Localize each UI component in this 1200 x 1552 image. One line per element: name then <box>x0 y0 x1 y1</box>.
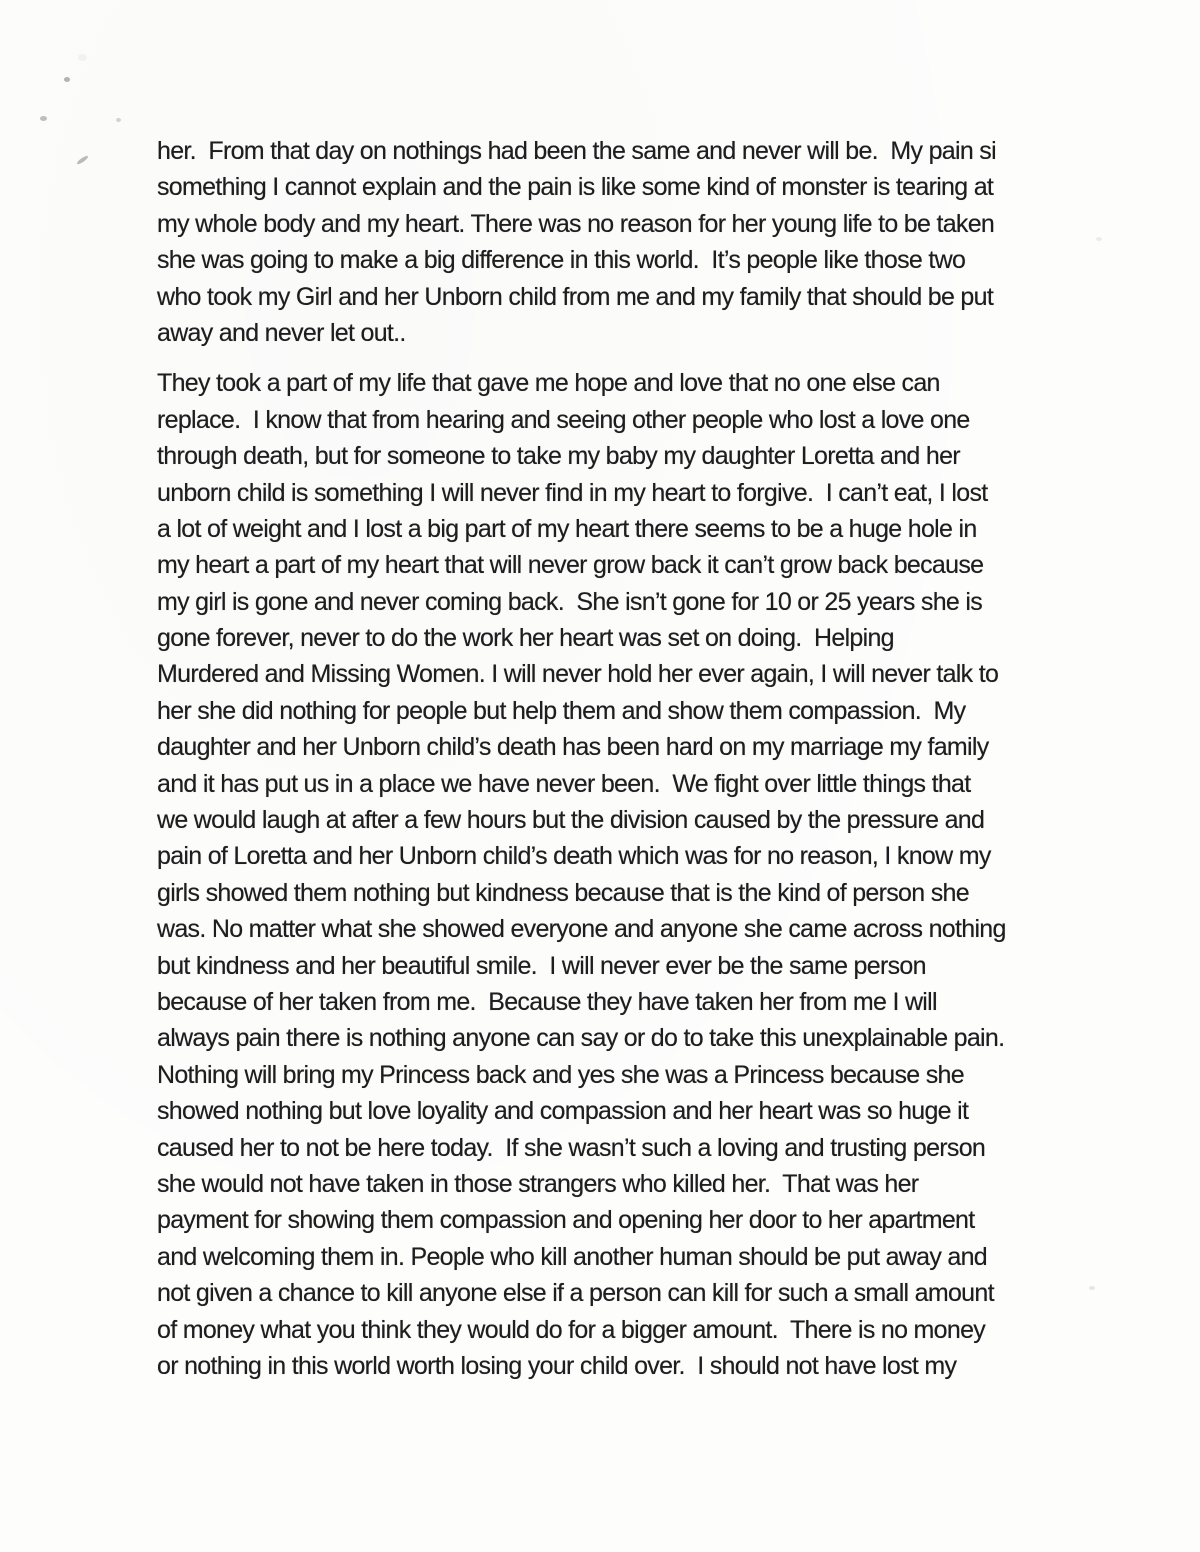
text-line: because of her taken from me. Because they have taken her from me I will <box>157 987 937 1016</box>
text-line: unborn child is something I will never find in my heart to forgive. I can’t eat, I lost <box>157 478 988 507</box>
scan-speck-artifact <box>1096 237 1102 241</box>
text-line: she was going to make a big difference in this world. It’s people like those two <box>157 246 966 275</box>
text-line: her she did nothing for people but help them and show them compassion. My <box>157 696 966 725</box>
text-line: payment for showing them compassion and opening her door to her apartment <box>157 1206 975 1235</box>
scan-speck-artifact <box>64 77 70 82</box>
text-line: or nothing in this world worth losing your child over. I should not have lost my <box>157 1351 957 1380</box>
text-line: always pain there is nothing anyone can say or do to take this unexplainable pain. <box>157 1024 1005 1053</box>
text-line: through death, but for someone to take my baby my daughter Loretta and her <box>157 442 960 471</box>
text-line: away and never let out.. <box>157 318 406 347</box>
text-line: was. No matter what she showed everyone and anyone she came across nothing <box>157 915 1006 944</box>
text-line: girls showed them nothing but kindness because that is the kind of person she <box>157 878 969 907</box>
text-line: of money what you think they would do for a bigger amount. There is no money <box>157 1315 986 1344</box>
text-line: we would laugh at after a few hours but the division caused by the pressure and <box>157 806 985 835</box>
text-line: and welcoming them in. People who kill another human should be put away and <box>157 1242 987 1271</box>
text-line: Murdered and Missing Women. I will never hold her ever again, I will never talk to <box>157 660 999 689</box>
paragraph <box>157 365 1137 1384</box>
text-line: daughter and her Unborn child’s death has been hard on my marriage my family <box>157 733 989 762</box>
scan-speck-artifact <box>76 155 89 166</box>
text-line: something I cannot explain and the pain is like some kind of monster is tearing at <box>157 173 994 202</box>
text-line: gone forever, never to do the work her heart was set on doing. Helping <box>157 624 894 653</box>
text-line: and it has put us in a place we have never been. We fight over little things that <box>157 769 971 798</box>
text-line: my girl is gone and never coming back. She isn’t gone for 10 or 25 years she is <box>157 587 983 616</box>
paragraph <box>157 133 1137 351</box>
text-line: my heart a part of my heart that will never grow back it can’t grow back because <box>157 551 984 580</box>
text-line: who took my Girl and her Unborn child from me and my family that should be put <box>157 282 994 311</box>
text-line: replace. I know that from hearing and seeing other people who lost a love one <box>157 405 970 434</box>
text-line: a lot of weight and I lost a big part of my heart there seems to be a huge hole in <box>157 514 977 543</box>
text-line: but kindness and her beautiful smile. I will never ever be the same person <box>157 951 926 980</box>
text-line: pain of Loretta and her Unborn child’s death which was for no reason, I know my <box>157 842 991 871</box>
text-line: showed nothing but love loyality and compassion and her heart was so huge it <box>157 1097 969 1126</box>
scan-speck-artifact <box>1089 1286 1095 1290</box>
document-text <box>157 133 1137 1398</box>
text-line: my whole body and my heart. There was no reason for her young life to be taken <box>157 209 995 238</box>
scan-speck-artifact <box>116 118 121 122</box>
text-line: They took a part of my life that gave me hope and love that no one else can <box>157 369 940 398</box>
scan-speck-artifact <box>78 54 87 61</box>
text-line: caused her to not be here today. If she wasn’t such a loving and trusting person <box>157 1133 986 1162</box>
text-line: Nothing will bring my Princess back and yes she was a Princess because she <box>157 1060 964 1089</box>
text-line: not given a chance to kill anyone else if a person can kill for such a small amount <box>157 1279 994 1308</box>
text-line: she would not have taken in those strangers who killed her. That was her <box>157 1169 919 1198</box>
text-line: her. From that day on nothings had been the same and never will be. My pain si <box>157 137 996 165</box>
scan-speck-artifact <box>40 116 47 121</box>
